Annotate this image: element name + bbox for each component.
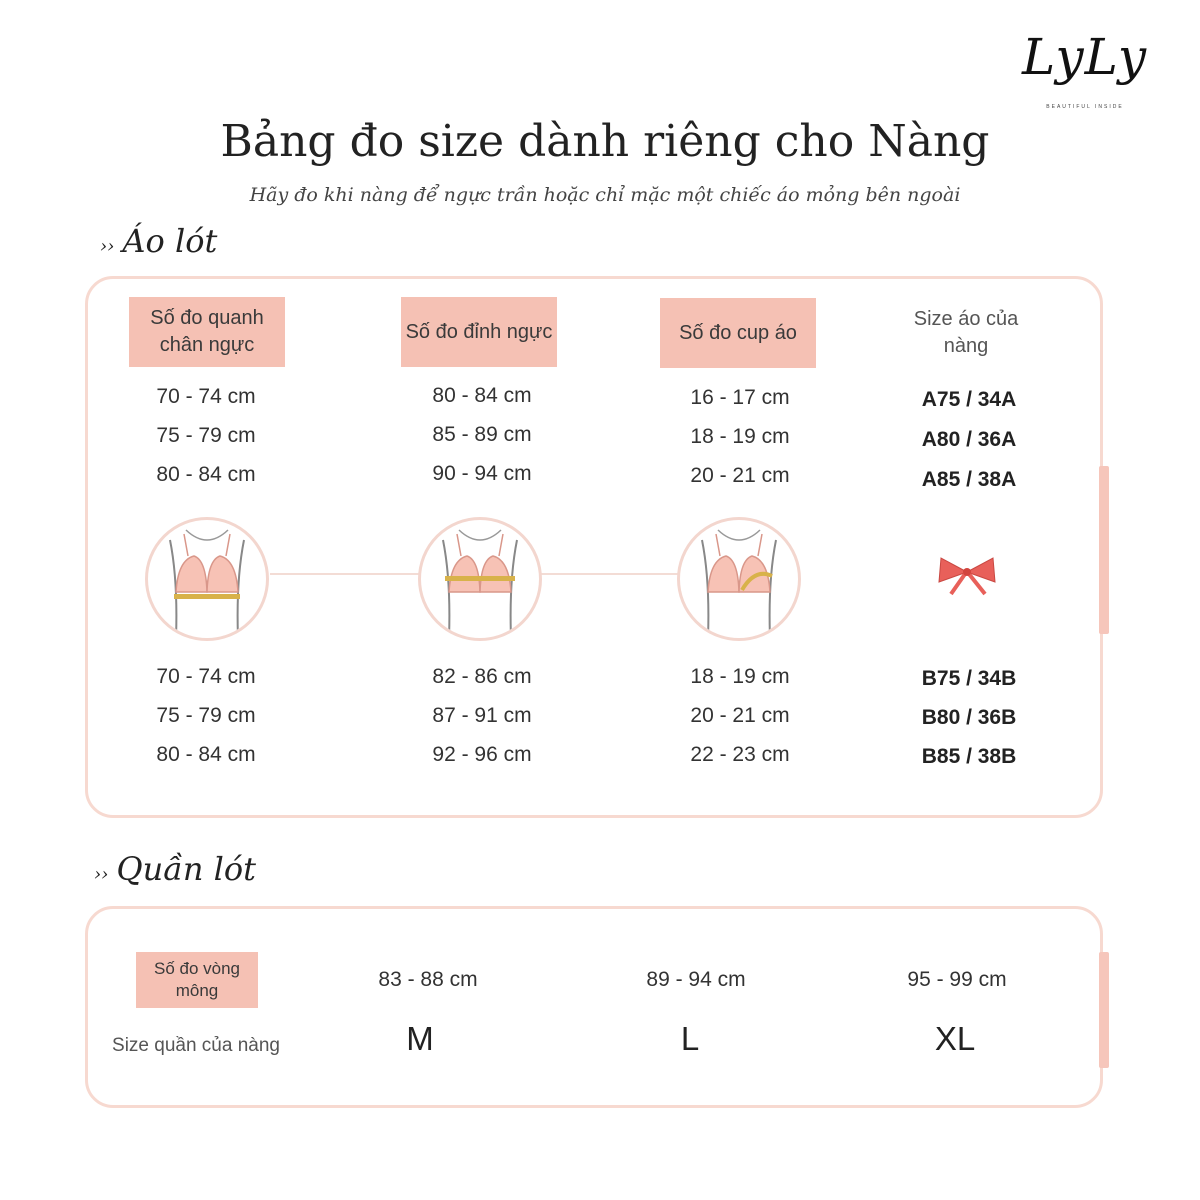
header-bust	[401, 297, 557, 367]
size-b-2: B80 / 36B	[921, 706, 1017, 729]
panel-side-accent	[1099, 952, 1109, 1068]
size-b-3: B85 / 38B	[921, 745, 1017, 768]
panties-size-2: L	[680, 1020, 700, 1057]
header-underbust	[129, 297, 285, 367]
underbust-b-3: 80 - 84 cm	[156, 743, 256, 766]
cup-b-1: 18 - 19 cm	[690, 665, 790, 688]
page-subtitle: Hãy đo khi nàng để ngực trần hoặc chỉ mặc một chiếc áo mỏng bên ngoài	[249, 184, 961, 206]
cup-a-3: 20 - 21 cm	[690, 464, 790, 487]
size-b-1: B75 / 34B	[921, 667, 1017, 690]
header-size	[906, 306, 1026, 360]
size-a-3: A85 / 38A	[921, 468, 1017, 491]
header-hip-label: Số đo vòng mông	[153, 959, 240, 1000]
panties-size-3: XL	[934, 1020, 976, 1057]
header-underbust-label: Số đo quanh chân ngực	[150, 307, 264, 356]
bow-icon	[935, 552, 999, 598]
section-title-bra-text: Áo lót	[122, 222, 218, 260]
underbust-b-1: 70 - 74 cm	[156, 665, 256, 688]
underbust-measure-icon	[145, 517, 269, 641]
cup-b-2: 20 - 21 cm	[690, 704, 790, 727]
connector-line	[270, 573, 420, 575]
connector-line	[540, 573, 680, 575]
cup-measure-icon	[677, 517, 801, 641]
panties-size-label: Size quần của nàng	[112, 1035, 280, 1056]
bust-b-3: 92 - 96 cm	[432, 743, 532, 766]
brand-tagline: BEAUTIFUL INSIDE	[1046, 104, 1124, 110]
underbust-a-1: 70 - 74 cm	[156, 385, 256, 408]
chevron-right-icon: ››	[94, 864, 109, 885]
header-bust-label: Số đo đỉnh ngực	[405, 320, 553, 343]
header-size-label: Size áo của nàng	[913, 308, 1019, 357]
underbust-a-2: 75 - 79 cm	[156, 424, 256, 447]
page-title: Bảng đo size dành riêng cho Nàng	[220, 116, 990, 167]
size-a-1: A75 / 34A	[921, 388, 1017, 411]
panel-side-accent	[1099, 466, 1109, 634]
hip-1: 83 - 88 cm	[378, 968, 478, 991]
chevron-right-icon: ››	[100, 236, 115, 257]
hip-3: 95 - 99 cm	[907, 968, 1007, 991]
underbust-b-2: 75 - 79 cm	[156, 704, 256, 727]
bust-b-1: 82 - 86 cm	[432, 665, 532, 688]
header-cup-label: Số đo cup áo	[679, 321, 797, 344]
bust-b-2: 87 - 91 cm	[432, 704, 532, 727]
size-a-2: A80 / 36A	[921, 428, 1017, 451]
bust-a-2: 85 - 89 cm	[432, 423, 532, 446]
section-title-bra	[100, 222, 217, 260]
hip-2: 89 - 94 cm	[646, 968, 746, 991]
panties-size-1: M	[406, 1020, 434, 1057]
section-title-panties-text: Quần lót	[116, 850, 256, 888]
cup-a-1: 16 - 17 cm	[690, 386, 790, 409]
bust-a-1: 80 - 84 cm	[432, 384, 532, 407]
bust-measure-icon	[418, 517, 542, 641]
header-cup	[660, 298, 816, 368]
header-hip	[136, 952, 258, 1008]
brand-logo: LyLy	[1022, 28, 1148, 86]
section-title-panties	[94, 850, 256, 888]
cup-a-2: 18 - 19 cm	[690, 425, 790, 448]
underbust-a-3: 80 - 84 cm	[156, 463, 256, 486]
bust-a-3: 90 - 94 cm	[432, 462, 532, 485]
cup-b-3: 22 - 23 cm	[690, 743, 790, 766]
